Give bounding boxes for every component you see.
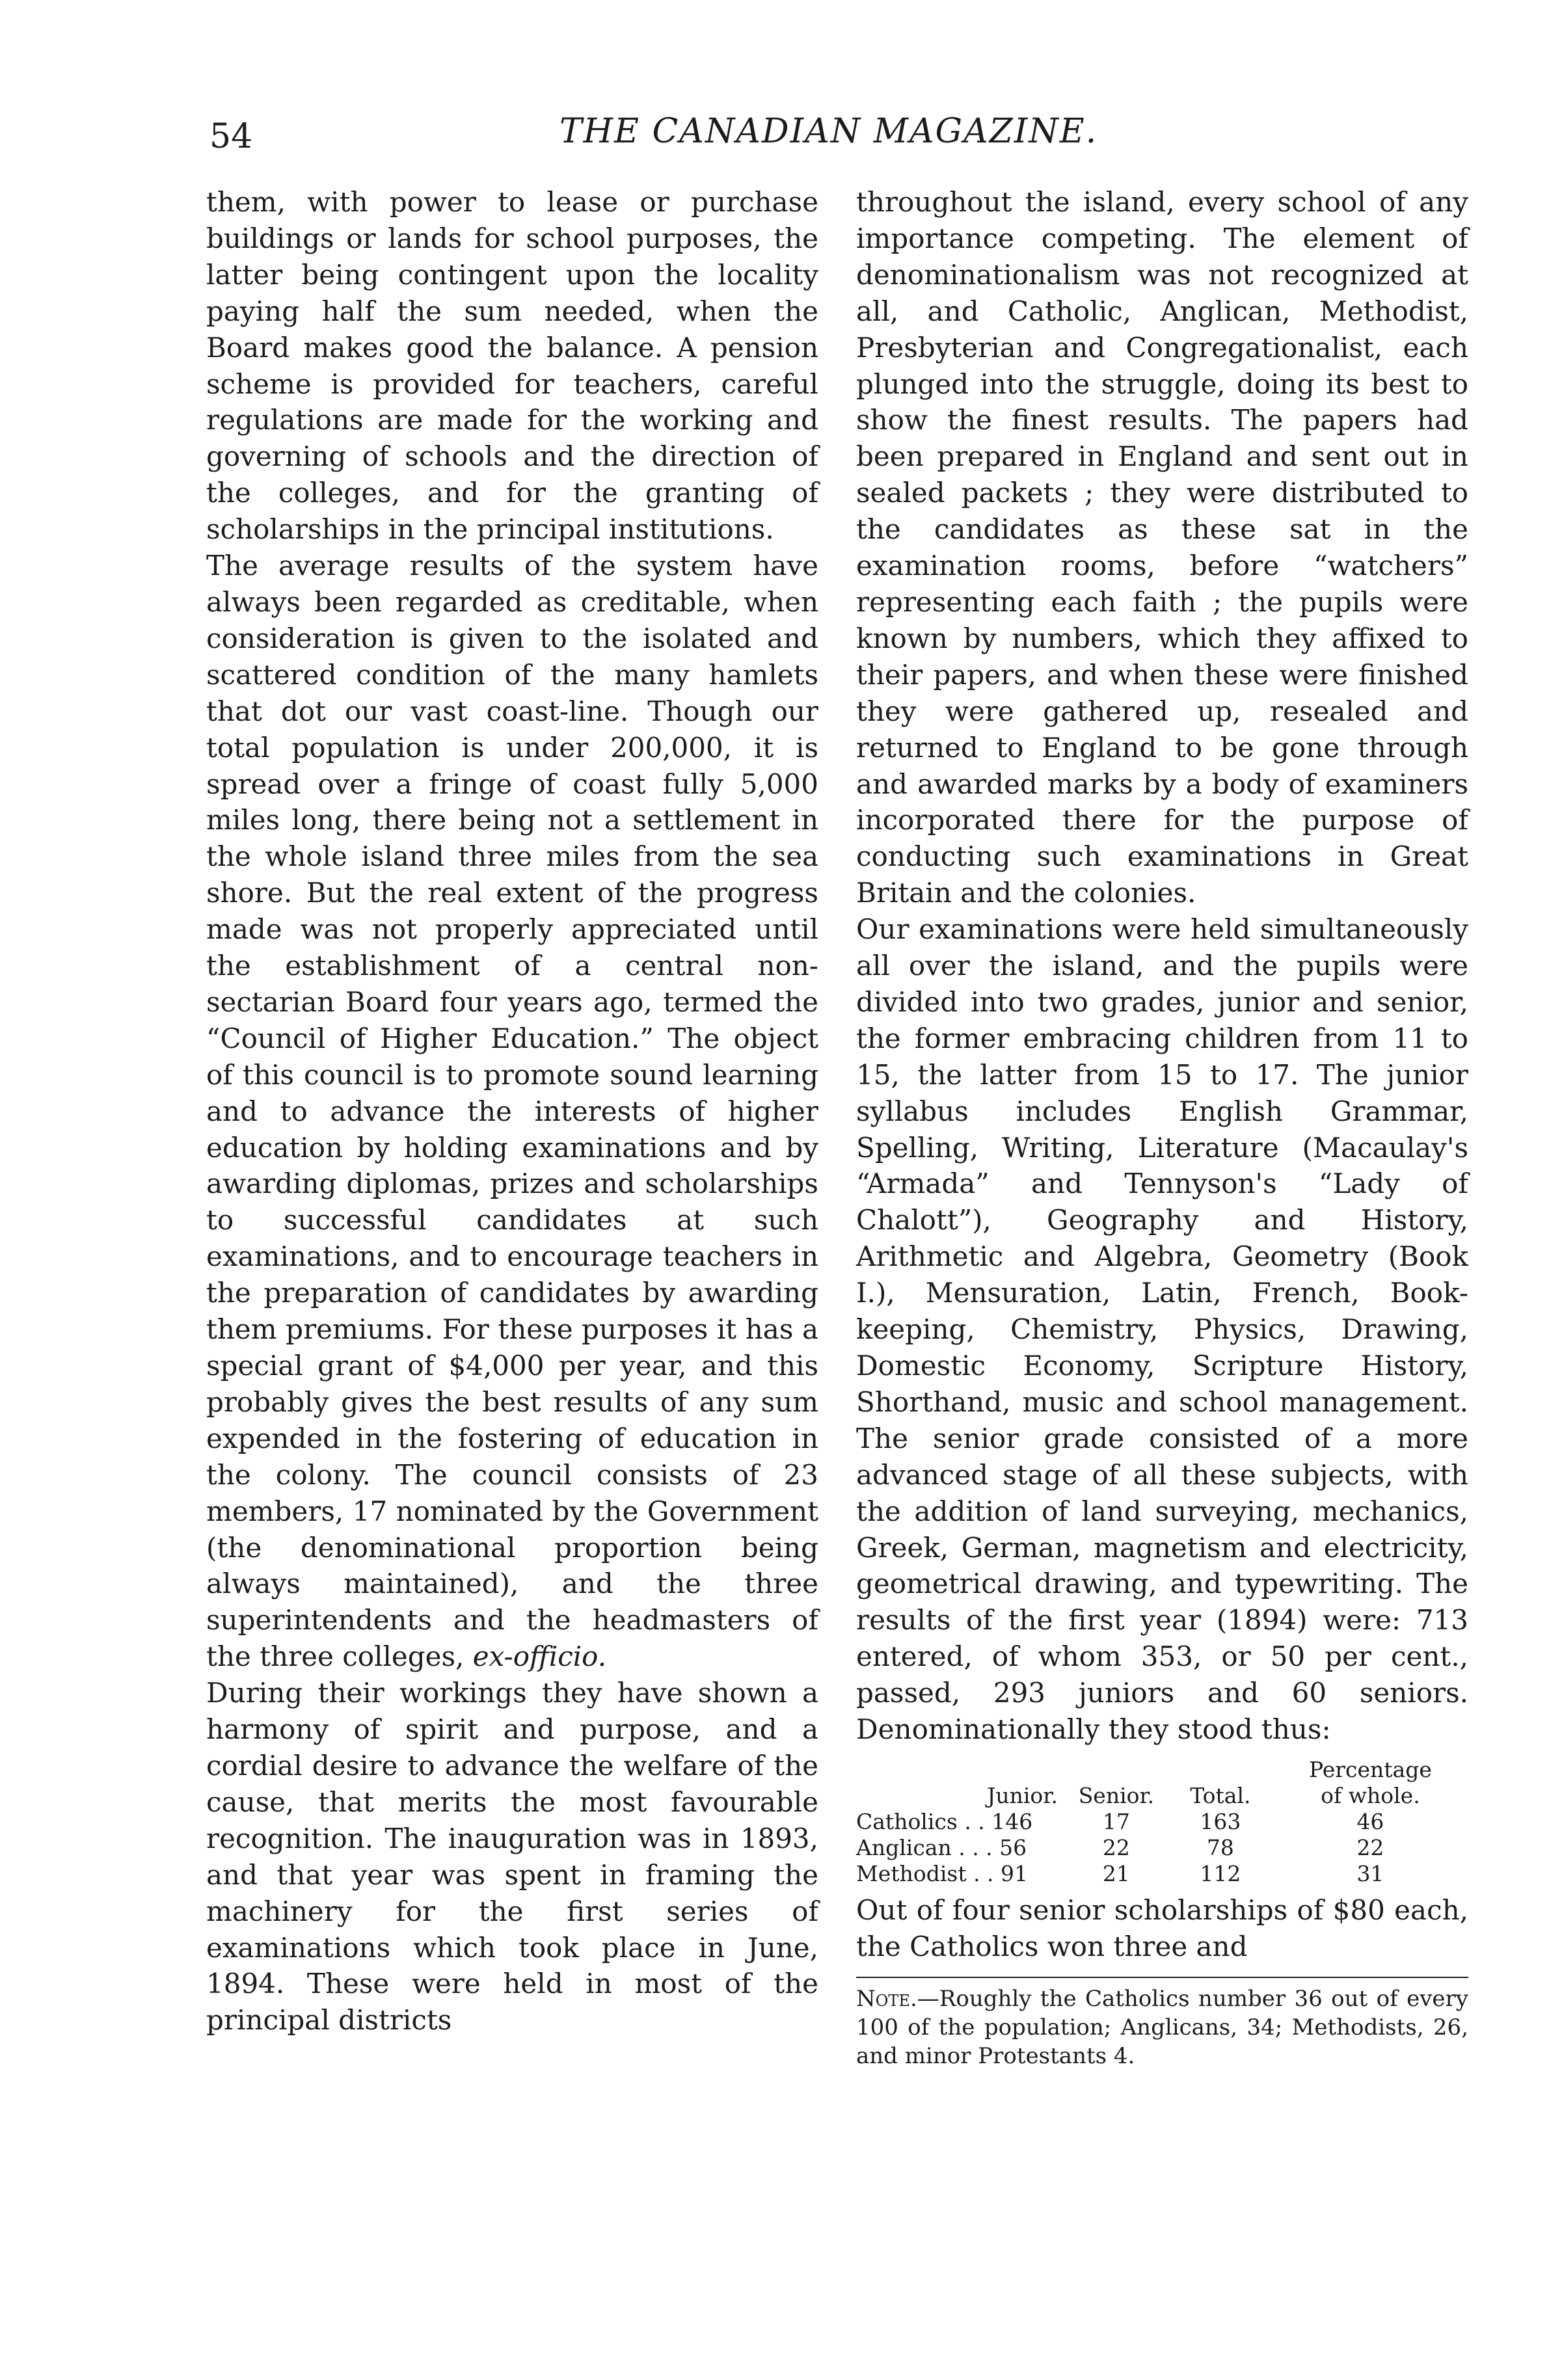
- col-header-senior: Senior.: [1078, 1782, 1155, 1808]
- footnote-label: Note.: [856, 1985, 917, 2012]
- right-column: [856, 184, 1468, 2070]
- table-row: [856, 1835, 1468, 1861]
- footnote: [856, 1985, 1468, 2070]
- left-paragraph-2: [206, 548, 818, 1675]
- row-label: Anglican . . . 56: [856, 1834, 1027, 1860]
- ex-officio-italic: ex-officio.: [472, 1640, 607, 1673]
- col-header-junior: Junior.: [987, 1782, 1058, 1808]
- row-label: Catholics . . 146: [856, 1808, 1033, 1834]
- total-cell: 163: [1200, 1808, 1241, 1834]
- table-row: [856, 1809, 1468, 1835]
- left-paragraph-3: During their workings they have shown a harmony of spirit and purpose, and a cordial desire to advance the welfare of the cause, that merits the most favourable recognition. The inauguration was in 1893, and that year was spent in framing the machinery for the first series of examinations which took place in June, 1894. These were held in most of the principal districts: [206, 1677, 818, 2037]
- right-paragraph-2: Our examinations were held simultaneously all over the island, and the pupils were divided into two grades, junior and senior, the former embracing children from 11 to 15, the latter from 15 to 17. The junior syllabus includes English Grammar, Spelling, Writing, Literature (Macaulay's “Armada” and Tennyson's “Lady of Chalott”), Geography and History, Arithmetic and Algebra, Geometry (Book I.), Mensuration, Latin, French, Book-keeping, Chemistry, Physics, Drawing, Domestic Economy, Scripture History, Shorthand, music and school management. The senior grade consisted of a more advanced stage of all these subjects, with the addition of land surveying, mechanics, Greek, German, magnetism and electricity, geometrical drawing, and typewriting. The results of the first year (1894) were: 713 entered, of whom 353, or 50 per cent., passed, 293 juniors and 60 seniors. Denominationally they stood thus:: [856, 913, 1468, 1746]
- pct-cell: 46: [1356, 1808, 1384, 1834]
- footnote-divider: [856, 1977, 1468, 1978]
- pct-cell: 22: [1356, 1834, 1384, 1860]
- table-row: [856, 1861, 1468, 1887]
- row-label: Methodist . . 91: [856, 1860, 1029, 1886]
- denomination-results-table: [856, 1757, 1468, 1887]
- left-column: [206, 184, 818, 2039]
- footnote-text: —Roughly the Catholics number 36 out of every 100 of the population; Anglicans, 34; Methodists, 26, and minor Protestants 4.: [856, 1985, 1468, 2069]
- total-cell: 78: [1206, 1834, 1234, 1860]
- running-title: THE CANADIAN MAGAZINE.: [559, 112, 1098, 151]
- page-number: 54: [209, 117, 253, 156]
- right-paragraph-3: Out of four senior scholarships of $80 each, the Catholics won three and: [856, 1893, 1468, 1962]
- pct-header-line1: Percentage: [1308, 1756, 1432, 1782]
- col-header-percentage: [1273, 1757, 1468, 1809]
- senior-cell: 22: [1102, 1834, 1130, 1860]
- total-cell: 112: [1200, 1860, 1241, 1886]
- left-paragraph-2-text: The average results of the system have always been regarded as creditable, when consideration is given to the isolated and scattered condition of the many hamlets that dot our vast coast-line. Though our total population is under 200,000, it is spread over a fringe of coast fully 5,000 miles long, there being not a settlement in the whole island three miles from the sea shore. But the real extent of the progress made was not properly appreciated until the establishment of a central non-sectarian Board four years ago, termed the “Council of Higher Education.” The object of this council is to promote sound learning and to advance the interests of higher education by holding examinations and by awarding diplomas, prizes and scholarships to successful candidates at such examinations, and to encourage teachers in the preparation of candidates by awarding them premiums. For these purposes it has a special grant of $4,000 per year, and this probably gives the best results of any sum expended in the fostering of education in the colony. The council consists of 23 members, 17 nominated by the Government (the denominational proportion being always maintained), and the three superintendents and the headmasters of the three colleges,: [206, 550, 818, 1673]
- col-header-total: Total.: [1190, 1782, 1251, 1808]
- pct-cell: 31: [1356, 1860, 1384, 1886]
- table-header-row: [856, 1757, 1468, 1809]
- senior-cell: 21: [1102, 1860, 1130, 1886]
- pct-header-line2: of whole.: [1321, 1782, 1420, 1808]
- senior-cell: 17: [1102, 1808, 1130, 1834]
- left-paragraph-1: them, with power to lease or purchase buildings or lands for school purposes, the latter being contingent upon the locality paying half the sum needed, when the Board makes good the balance. A pension scheme is provided for teachers, careful regulations are made for the working and governing of schools and the direction of the colleges, and for the granting of scholarships in the principal institutions.: [206, 186, 818, 546]
- right-paragraph-1: throughout the island, every school of any importance competing. The element of denominationalism was not recognized at all, and Catholic, Anglican, Methodist, Presbyterian and Congregationalist, each plunged into the struggle, doing its best to show the finest results. The papers had been prepared in England and sent out in sealed packets ; they were distributed to the candidates as these sat in the examination rooms, before “watchers” representing each faith ; the pupils were known by numbers, which they affixed to their papers, and when these were finished they were gathered up, resealed and returned to England to be gone through and awarded marks by a body of examiners incorporated there for the purpose of conducting such examinations in Great Britain and the colonies.: [856, 186, 1468, 909]
